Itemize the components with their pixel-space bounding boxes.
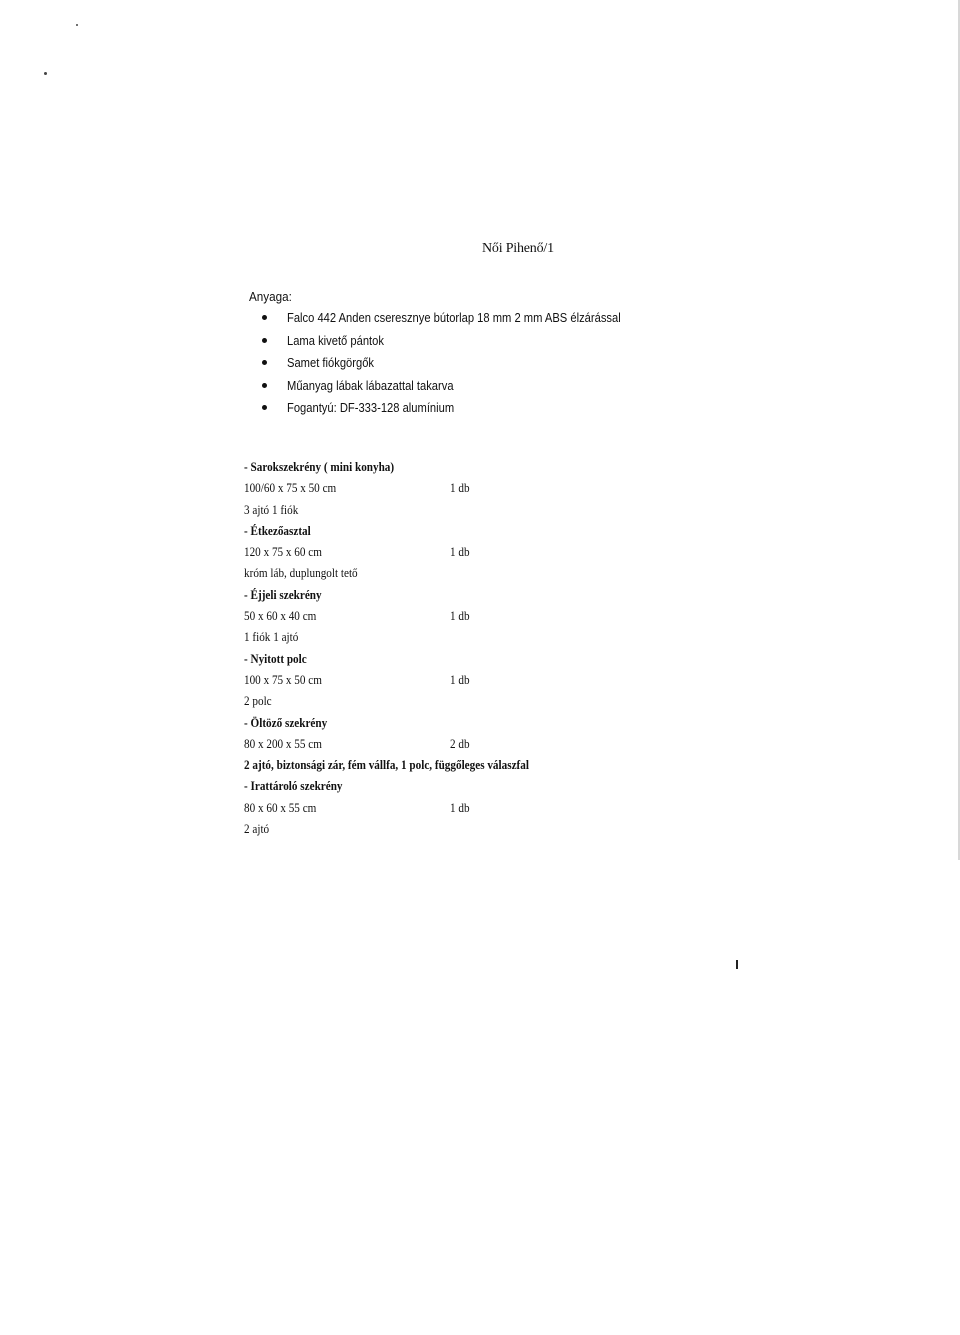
item-heading: [244, 715, 844, 736]
item-note-row: [244, 693, 844, 714]
scan-mark: [736, 960, 738, 969]
item-size-row: [244, 672, 844, 693]
bullet-icon: [262, 360, 267, 365]
item-heading-text: - Irattároló szekrény: [244, 778, 343, 794]
material-text: Samet fiókgörgők: [287, 355, 375, 371]
item-size: 100 x 75 x 50 cm: [244, 671, 322, 687]
material-text: Falco 442 Anden cseresznye bútorlap 18 mm 2 mm ABS élzárással: [287, 310, 621, 325]
item-note: 2 ajtó, biztonsági zár, fém vállfa, 1 polc, függőleges válaszfal: [244, 757, 529, 773]
item-quantity: 1 db: [450, 799, 470, 815]
item-note-row: [244, 565, 844, 586]
item-heading: [244, 587, 844, 608]
materials-label: Anyaga:: [249, 289, 292, 304]
item-note-row: [244, 502, 844, 523]
bullet-icon: [262, 315, 267, 320]
scan-speck: [44, 72, 47, 75]
item-heading: [244, 459, 844, 480]
item-note-row: [244, 821, 844, 842]
material-text: Lama kivető pántok: [287, 332, 384, 348]
material-text: Műanyag lábak lábazattal takarva: [287, 377, 454, 393]
item-size-row: [244, 800, 844, 821]
scan-speck: [76, 24, 78, 26]
item-quantity: 1 db: [450, 480, 470, 496]
item-heading-text: - Sarokszekrény ( mini konyha): [244, 459, 395, 474]
item-note: 2 ajtó: [244, 821, 270, 837]
item-quantity: 1 db: [450, 544, 470, 560]
item-heading-text: - Étkezőasztal: [244, 522, 311, 538]
item-quantity: 1 db: [450, 608, 470, 624]
item-size-row: [244, 480, 844, 501]
item-size: 120 x 75 x 60 cm: [244, 544, 322, 560]
item-size: 80 x 60 x 55 cm: [244, 799, 317, 815]
item-note: króm láb, duplungolt tető: [244, 565, 358, 581]
item-heading-text: - Éjjeli szekrény: [244, 586, 322, 602]
item-size-row: [244, 736, 844, 757]
item-quantity: 2 db: [450, 735, 470, 751]
bullet-icon: [262, 383, 267, 388]
item-size: 100/60 x 75 x 50 cm: [244, 480, 337, 496]
item-note: 3 ajtó 1 fiók: [244, 501, 299, 517]
item-quantity: 1 db: [450, 671, 470, 687]
bullet-icon: [262, 338, 267, 343]
item-size-row: [244, 608, 844, 629]
bullet-icon: [262, 405, 267, 410]
item-heading: [244, 778, 844, 799]
material-text: Fogantyú: DF-333-128 alumínium: [287, 400, 455, 416]
item-heading: [244, 651, 844, 672]
document-title: Női Pihenő/1: [482, 241, 554, 256]
item-size: 50 x 60 x 40 cm: [244, 608, 317, 624]
item-heading-text: - Öltöző szekrény: [244, 714, 328, 730]
item-heading-text: - Nyitott polc: [244, 650, 307, 666]
item-note-row: [244, 629, 844, 650]
item-size: 80 x 200 x 55 cm: [244, 735, 322, 751]
item-note: 1 fiók 1 ajtó: [244, 629, 299, 645]
furniture-list: [244, 459, 844, 842]
item-note-row: [244, 757, 844, 778]
item-size-row: [244, 544, 844, 565]
item-heading: [244, 523, 844, 544]
item-note: 2 polc: [244, 693, 272, 709]
